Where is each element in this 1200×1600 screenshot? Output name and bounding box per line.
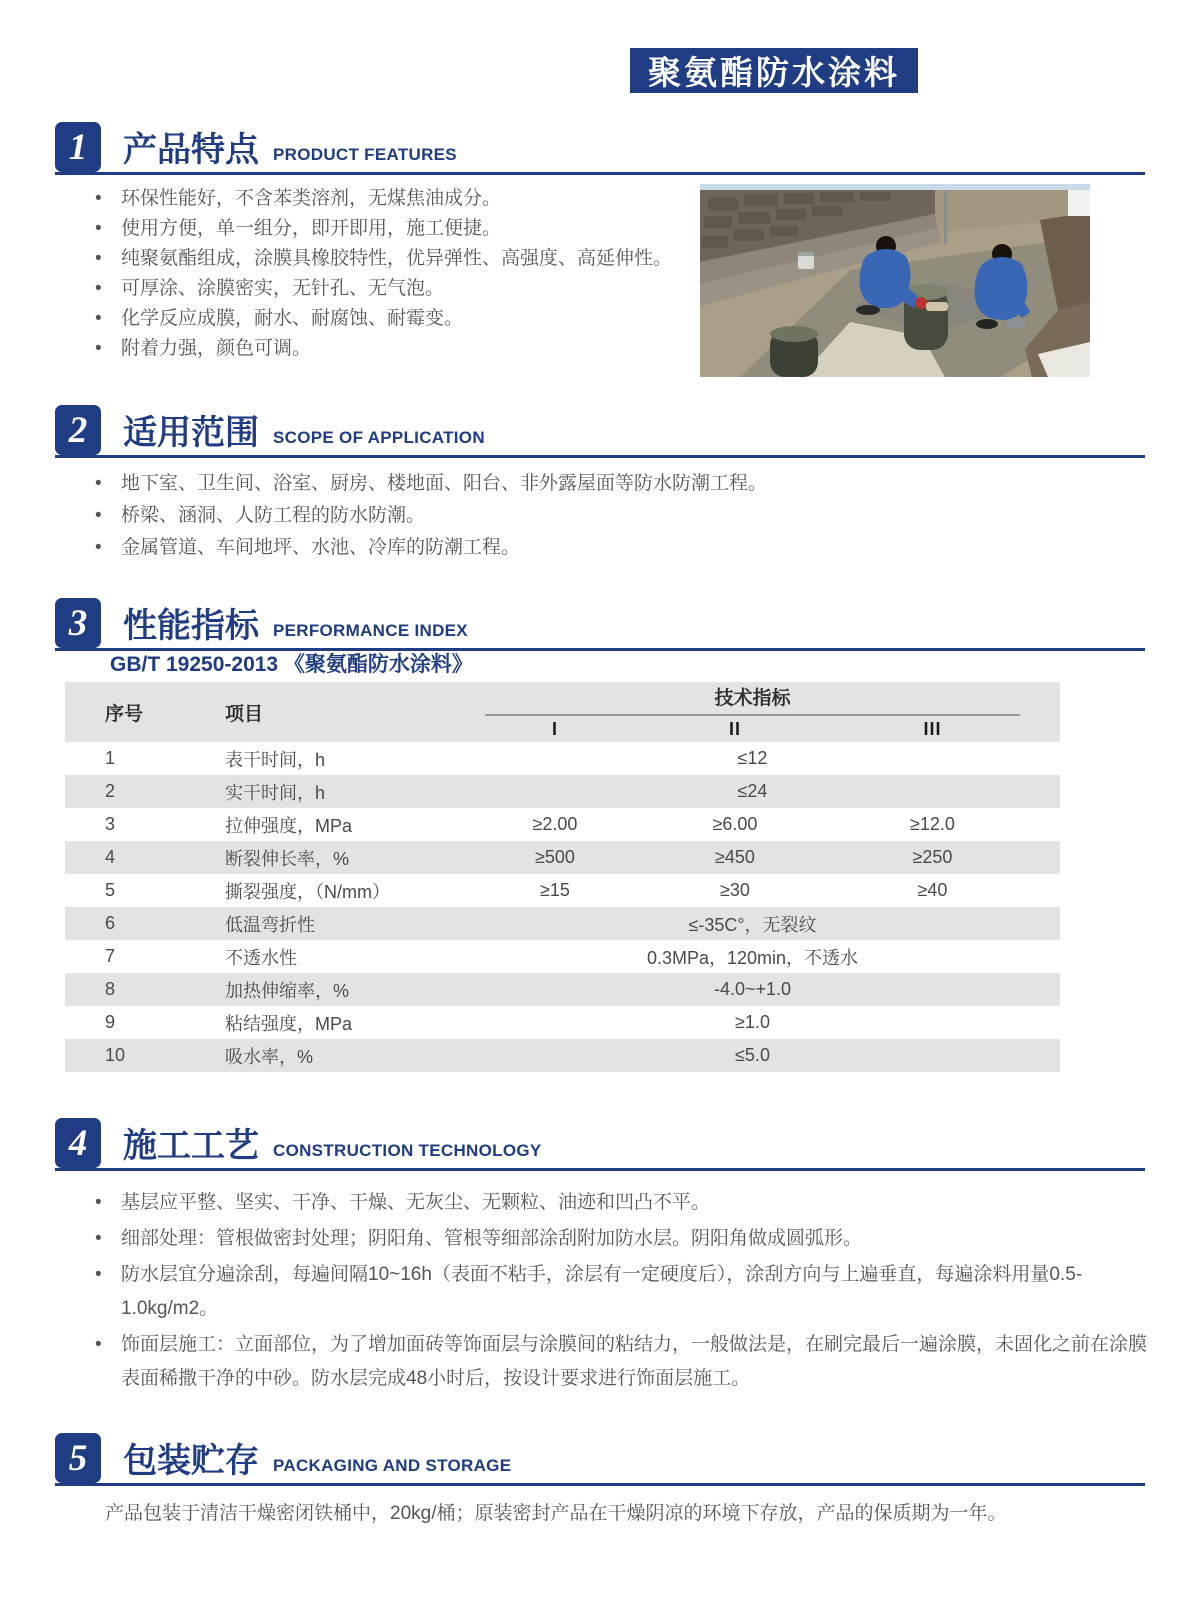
list-item-text: 桥梁、涵洞、人防工程的防水防潮。 xyxy=(121,505,426,526)
table-row: 6 低温弯折性 ≤-35C°，无裂纹 xyxy=(65,907,1060,940)
list-item-text: 细部处理：管根做密封处理；阴阳角、管根等细部涂刮附加防水层。阴阳角做成圆弧形。 xyxy=(121,1228,863,1249)
pole xyxy=(944,190,947,244)
col-header-grade-1: I xyxy=(551,718,558,739)
bullet-dot-icon: • xyxy=(95,537,102,558)
table-row: 4 断裂伸长率，% ≥500 ≥450 ≥250 xyxy=(65,841,1060,874)
list-item xyxy=(95,468,1095,500)
barrel xyxy=(770,326,818,377)
bullet-dot-icon: • xyxy=(95,505,102,526)
bullet-dot-icon: • xyxy=(95,338,102,359)
list-item-text: 地下室、卫生间、浴室、厨房、楼地面、阳台、非外露屋面等防水防潮工程。 xyxy=(121,473,768,494)
col-header-item: 项目 xyxy=(225,703,264,725)
section-number-badge: 5 xyxy=(55,1433,101,1483)
list-item xyxy=(95,184,695,214)
list-item xyxy=(95,1222,1155,1256)
col-header-grade-3: III xyxy=(923,718,942,739)
list-item-text: 可厚涂、涂膜密实，无针孔、无气泡。 xyxy=(121,278,445,299)
section-title: 产品特点 xyxy=(123,131,259,169)
section-title: 施工工艺 xyxy=(123,1127,259,1165)
section-number-badge: 1 xyxy=(55,122,101,172)
section-header-packaging xyxy=(55,1433,1145,1486)
col-header-grade-2: II xyxy=(728,718,741,739)
list-item xyxy=(95,244,695,274)
list-item xyxy=(95,334,695,364)
section-subtitle: PERFORMANCE INDEX xyxy=(273,621,468,640)
standard-reference: GB/T 19250-2013 《聚氨酯防水涂料》 xyxy=(110,653,473,676)
table-row: 3 拉伸强度，MPa ≥2.00 ≥6.00 ≥12.0 xyxy=(105,814,955,836)
section-title: 性能指标 xyxy=(123,607,259,645)
section-subtitle: SCOPE OF APPLICATION xyxy=(273,428,485,447)
list-item xyxy=(95,532,1095,564)
col-header-no: 序号 xyxy=(105,703,144,725)
bullet-dot-icon: • xyxy=(95,308,102,329)
section-number-badge: 3 xyxy=(55,598,101,648)
col-header-tech: 技术指标 xyxy=(485,683,1020,716)
table-row: 9 粘结强度，MPa ≥1.0 xyxy=(105,1012,770,1034)
list-item-text: 防水层宜分遍涂刮，每遍间隔10~16h（表面不粘手，涂层有一定硬度后），涂刮方向与上遍垂直，每遍涂料用量0.5-1.0kg/m2。 xyxy=(121,1264,1083,1319)
section-header-performance xyxy=(55,598,1145,651)
section-number-badge: 2 xyxy=(55,405,101,455)
list-item xyxy=(95,1186,1155,1220)
bullet-dot-icon: • xyxy=(95,188,102,209)
bullet-dot-icon: • xyxy=(95,1192,102,1213)
page-title: 聚氨酯防水涂料 xyxy=(630,48,918,93)
section-header-scope xyxy=(55,405,1145,458)
paint-bucket xyxy=(798,252,814,269)
list-item xyxy=(95,274,695,304)
packaging-text: 产品包装于清洁干燥密闭铁桶中，20kg/桶；原装密封产品在干燥阴凉的环境下存放，产品的保质期为一年。 xyxy=(105,1503,1007,1524)
bullet-dot-icon: • xyxy=(95,1264,102,1285)
section-subtitle: PACKAGING AND STORAGE xyxy=(273,1456,512,1475)
product-photo xyxy=(700,184,1090,377)
list-item-text: 化学反应成膜，耐水、耐腐蚀、耐霉变。 xyxy=(121,308,464,329)
table-row: 2 实干时间，h ≤24 xyxy=(65,775,1060,808)
section-subtitle: PRODUCT FEATURES xyxy=(273,145,457,164)
list-item-text: 纯聚氨酯组成，涂膜具橡胶特性，优异弹性、高强度、高延伸性。 xyxy=(121,248,673,269)
table-row: 5 撕裂强度，（N/mm） ≥15 ≥30 ≥40 xyxy=(105,880,948,902)
list-item-text: 使用方便，单一组分，即开即用，施工便捷。 xyxy=(121,218,502,239)
table-row: 10 吸水率，% ≤5.0 xyxy=(65,1039,1060,1072)
bullet-dot-icon: • xyxy=(95,1334,102,1355)
list-item xyxy=(95,214,695,244)
section-title: 适用范围 xyxy=(123,414,259,452)
section-header-construction xyxy=(55,1118,1145,1171)
bullet-dot-icon: • xyxy=(95,278,102,299)
product-features-list xyxy=(95,184,695,364)
performance-table xyxy=(65,682,1060,1072)
section-subtitle: CONSTRUCTION TECHNOLOGY xyxy=(273,1141,542,1160)
list-item-text: 环保性能好，不含苯类溶剂，无煤焦油成分。 xyxy=(121,188,502,209)
table-row: 8 加热伸缩率，% -4.0~+1.0 xyxy=(65,973,1060,1006)
bullet-dot-icon: • xyxy=(95,218,102,239)
section-header-product-features xyxy=(55,122,1145,175)
table-row: 1 表干时间，h ≤12 xyxy=(105,748,768,770)
list-item-text: 金属管道、车间地坪、水池、冷库的防潮工程。 xyxy=(121,537,521,558)
table-header xyxy=(65,682,1060,742)
bullet-dot-icon: • xyxy=(95,473,102,494)
list-item xyxy=(95,1258,1155,1326)
bullet-dot-icon: • xyxy=(95,1228,102,1249)
section-title: 包装贮存 xyxy=(123,1442,259,1480)
list-item-text: 基层应平整、坚实、干净、干燥、无灰尘、无颗粒、油迹和凹凸不平。 xyxy=(121,1192,711,1213)
list-item-text: 饰面层施工：立面部位，为了增加面砖等饰面层与涂膜间的粘结力，一般做法是，在刷完最后一遍涂膜，未固化之前在涂膜表面稀撒干净的中砂。防水层完成48小时后，按设计要求进行饰面层施工。 xyxy=(121,1334,1148,1389)
scope-list xyxy=(95,468,1095,564)
list-item xyxy=(95,500,1095,532)
list-item xyxy=(95,1328,1155,1396)
section-number-badge: 4 xyxy=(55,1118,101,1168)
bullet-dot-icon: • xyxy=(95,248,102,269)
list-item-text: 附着力强，颜色可调。 xyxy=(121,338,312,359)
list-item xyxy=(95,304,695,334)
table-row: 7 不透水性 0.3MPa，120min，不透水 xyxy=(105,946,859,968)
construction-list xyxy=(95,1186,1155,1398)
